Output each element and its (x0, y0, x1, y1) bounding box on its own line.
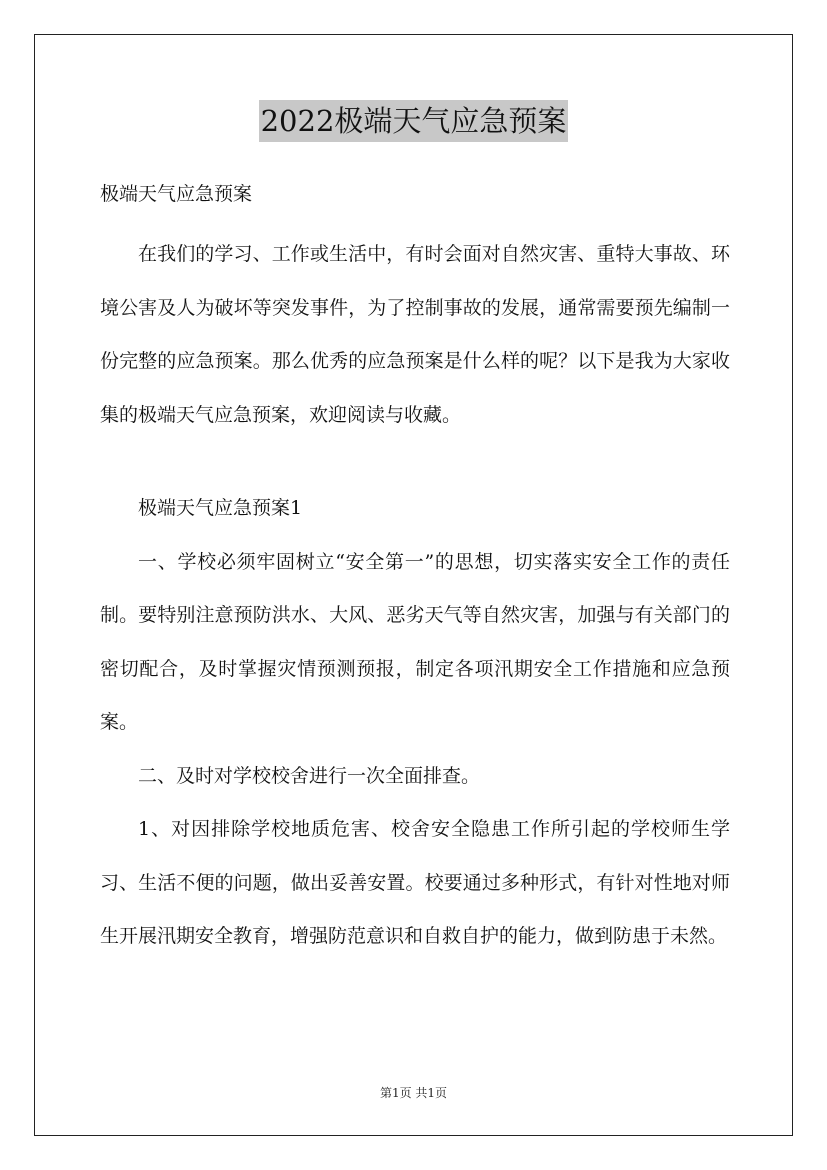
intro-paragraph: 在我们的学习、工作或生活中，有时会面对自然灾害、重特大事故、环境公害及人为破坏等突发事件，为了控制事故的发展，通常需要预先编制一份完整的应急预案。那么优秀的应急预案是什么样的呢？以下是我为大家收集的极端天气应急预案，欢迎阅读与收藏。 (100, 243, 730, 426)
spacer (100, 442, 730, 482)
page-footer: 第1页 共1页 (379, 1086, 448, 1100)
section-title: 极端天气应急预案1 (138, 497, 303, 519)
paragraph: 二、及时对学校校舍进行一次全面排查。 (138, 764, 481, 787)
document-subtitle: 极端天气应急预案 (100, 183, 253, 205)
paragraph: 1、对因排除学校地质危害、校舍安全隐患工作所引起的学校师生学习、生活不便的问题，做出妥善安置。校要通过多种形式，有针对性地对师生开展汛期安全教育，增强防范意识和自救自护的能力，做到防患于未然。 (100, 818, 730, 947)
document-body (100, 172, 730, 964)
title-container (0, 100, 827, 142)
paragraph: 一、学校必须牢固树立“安全第一”的思想，切实落实安全工作的责任制。要特别注意预防洪水、大风、恶劣天气等自然灾害，加强与有关部门的密切配合，及时掌握灾情预测预报，制定各项汛期安全工作措施和应急预案。 (100, 550, 730, 733)
document-title: 2022极端天气应急预案 (259, 100, 569, 142)
